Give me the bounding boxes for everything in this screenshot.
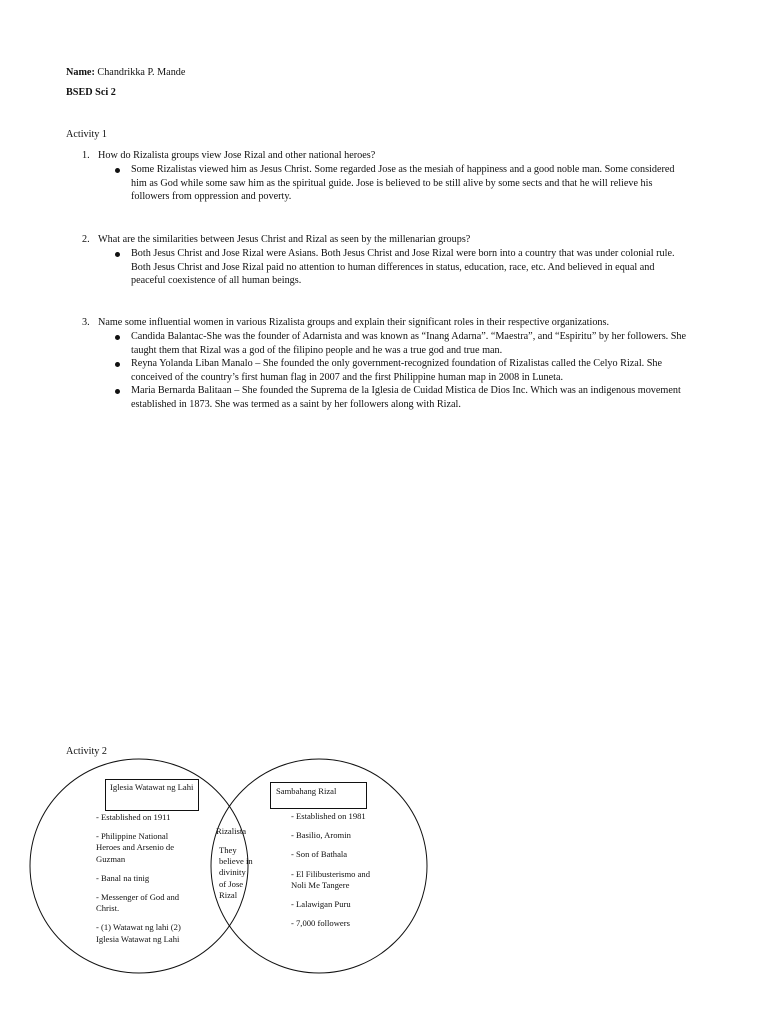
- venn-left-item: - Messenger of God and Christ.: [96, 892, 180, 914]
- activity1-title: Activity 1: [66, 129, 108, 140]
- question-text: What are the similarities between Jesus Christ and Rizal as seen by the millenarian groups?: [98, 234, 471, 245]
- venn-left-item: - Established on 1911: [96, 812, 171, 822]
- venn-left-title: Iglesia Watawat ng Lahi: [110, 782, 194, 792]
- answer-text: Some Rizalistas viewed him as Jesus Christ. Some regarded Jose as the mesiah of happiness and a good noble man. Some considered him as God while some saw him as the spiritual guide. Jose is believed to be still alive by some sects and that he will relieve his followers from oppression and poverty.: [131, 164, 675, 203]
- answer-text: Maria Bernarda Balitaan – She founded the Suprema de la Iglesia de Cuidad Mistica de Dios Inc. Which was an indigenous movement established in 1873. She was termed as a saint by her followers along with Rizal.: [131, 385, 681, 410]
- answer-text: Both Jesus Christ and Jose Rizal were Asians. Both Jesus Christ and Jose Rizal were born into a country that was under colonial rule. Both Jesus Christ and Jose Rizal paid no attention to human differences in status, education, race, etc. And believed in equal and peaceful coexistence of all human beings.: [131, 248, 675, 287]
- venn-right-item: - 7,000 followers: [291, 918, 350, 929]
- activity2-title: Activity 2: [66, 746, 108, 757]
- venn-right-item: - Lalawigan Puru: [291, 899, 351, 910]
- question-number: 2.: [82, 234, 90, 245]
- venn-center-label: Rizalista: [216, 826, 247, 836]
- answer-text: Candida Balantac-She was the founder of Adarnista and was known as “Inang Adarna”. “Maestra”, and “Espiritu” by her followers. She taught them that Rizal was a god of the filipino people and he was a true god and true man.: [131, 331, 687, 356]
- venn-right-item: - Son of Bathala: [291, 849, 348, 860]
- venn-right-title-box: [270, 782, 367, 809]
- question-text: How do Rizalista groups view Jose Rizal and other national heroes?: [98, 150, 376, 161]
- name-value: Chandrikka P. Mande: [97, 67, 186, 78]
- course-label: BSED Sci 2: [66, 87, 116, 98]
- venn-right-items: [291, 811, 373, 929]
- venn-left-item: - (1) Watawat ng lahi (2) Iglesia Watawat ng Lahi: [96, 922, 181, 944]
- venn-right-title: Sambahang Rizal: [276, 786, 337, 796]
- venn-left-title-box: [105, 779, 199, 811]
- answer-text: Reyna Yolanda Liban Manalo – She founded the only government-recognized foundation of Rizalistas called the Celyo Rizal. She conceived of the country’s first human flag in 2007 and the first Philippine human map in 2008 in Luneta.: [131, 358, 663, 383]
- venn-center-text: They believe in divinity of Jose Rizal: [219, 845, 253, 900]
- question-text: Name some influential women in various Rizalista groups and explain their significant roles in their respective organizations.: [98, 317, 610, 328]
- venn-left-items: [96, 812, 192, 945]
- venn-right-item: - Established on 1981: [291, 811, 366, 821]
- question-number: 3.: [82, 317, 90, 328]
- venn-left-item: - Banal na tinig: [96, 872, 150, 883]
- question-number: 1.: [82, 150, 90, 161]
- venn-left-item: - Philippine National Heroes and Arsenio de Guzman: [96, 831, 175, 864]
- venn-right-item: - Basilio, Aromin: [291, 830, 351, 841]
- name-label: Name:: [66, 67, 95, 78]
- venn-right-item: - El Filibusterismo and Noli Me Tangere: [291, 868, 371, 890]
